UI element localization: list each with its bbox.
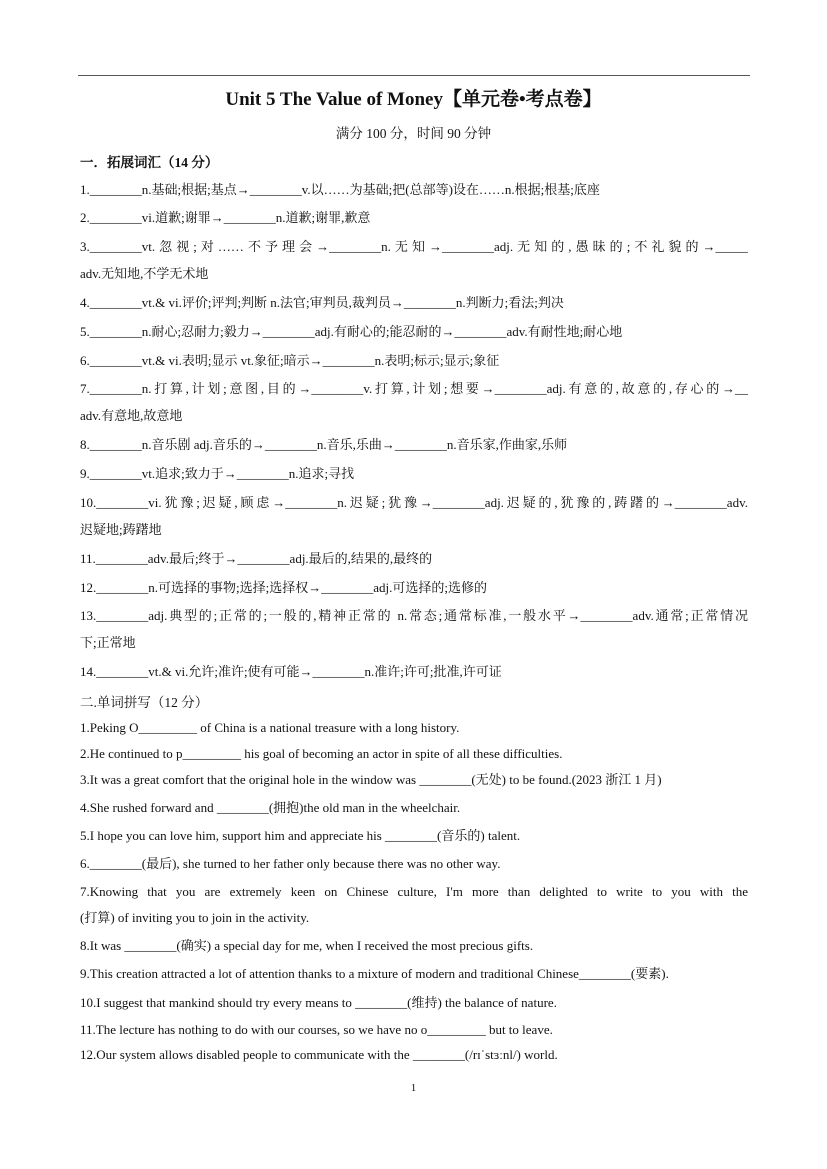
section-2-heading: 二.单词拼写（12 分） — [80, 695, 209, 710]
section-1-heading: 一．拓展词汇（14 分） — [80, 155, 219, 170]
page-title: Unit 5 The Value of Money【单元卷•考点卷】 — [225, 89, 602, 110]
vocab-line: 下;正常地 — [80, 635, 136, 650]
vocab-line: 3.________vt.忽视;对……不予理会→________n.无知→________adj.无知的,愚昧的;不礼貌的→_____ — [80, 239, 748, 254]
page-number: 1 — [410, 1082, 417, 1094]
spelling-line: 6.________(最后), she turned to her father only because there was no other way. — [80, 856, 501, 871]
spelling-line: 4.She rushed forward and ________(拥抱)the old man in the wheelchair. — [80, 800, 461, 815]
vocab-line: adv.无知地,不学无术地 — [80, 266, 209, 281]
header-rule — [78, 75, 750, 76]
spelling-line: (打算) of inviting you to join in the activity. — [80, 910, 310, 925]
spelling-line: 3.It was a great comfort that the original hole in the window was ________(无处) to be found.(2023 浙江 1 月) — [80, 772, 662, 787]
spelling-line: 10.I suggest that mankind should try every means to ________(维持) the balance of nature. — [80, 995, 557, 1010]
spelling-line: 9.This creation attracted a lot of attention thanks to a mixture of modern and traditional Chinese________(要素). — [80, 966, 669, 981]
vocab-line: 12.________n.可选择的事物;选择;选择权→________adj.可选择的;选修的 — [80, 580, 487, 595]
vocab-line: 5.________n.耐心;忍耐力;毅力→________adj.有耐心的;能忍耐的→________adv.有耐性地;耐心地 — [80, 324, 623, 339]
spelling-line: 7.Knowing that you are extremely keen on Chinese culture, I'm more than delighted to write to you with the — [80, 884, 748, 899]
spelling-line: 11.The lecture has nothing to do with our courses, so we have no o_________ but to leave. — [80, 1022, 553, 1037]
page-subtitle: 满分 100 分，时间 90 分钟 — [335, 126, 492, 141]
spelling-line: 12.Our system allows disabled people to communicate with the ________(/rɪˈstɜːnl/) world. — [80, 1047, 558, 1062]
spelling-line: 5.I hope you can love him, support him and appreciate his ________(音乐的) talent. — [80, 828, 521, 843]
vocab-line: 迟疑地;踌躇地 — [80, 522, 162, 537]
vocab-line: adv.有意地,故意地 — [80, 408, 183, 423]
vocab-line: 2.________vi.道歉;谢罪→________n.道歉;谢罪,歉意 — [80, 210, 371, 225]
vocab-line: 1.________n.基础;根据;基点→________v.以……为基础;把(总部等)设在……n.根据;根基;底座 — [80, 182, 600, 197]
vocab-line: 4.________vt.& vi.评价;评判;判断 n.法官;审判员,裁判员→________n.判断力;看法;判决 — [80, 295, 564, 310]
vocab-line: 14.________vt.& vi.允许;准许;使有可能→________n.准许;许可;批准,许可证 — [80, 664, 502, 679]
spelling-line: 2.He continued to p_________ his goal of becoming an actor in spite of all these difficulties. — [80, 746, 563, 761]
vocab-line: 8.________n.音乐剧 adj.音乐的→________n.音乐,乐曲→________n.音乐家,作曲家,乐师 — [80, 437, 568, 452]
vocab-line: 9.________vt.追求;致力于→________n.追求;寻找 — [80, 466, 355, 481]
vocab-line: 10.________vi.犹豫;迟疑,顾虑→________n.迟疑;犹豫→________adj.迟疑的,犹豫的,踌躇的→________adv. — [80, 495, 748, 510]
vocab-line: 11.________adv.最后;终于→________adj.最后的,结果的,最终的 — [80, 551, 433, 566]
spelling-line: 8.It was ________(确实) a special day for me, when I received the most precious gifts. — [80, 938, 534, 953]
spelling-line: 1.Peking O_________ of China is a national treasure with a long history. — [80, 720, 460, 735]
vocab-line: 6.________vt.& vi.表明;显示 vt.象征;暗示→________n.表明;标示;显示;象征 — [80, 353, 500, 368]
vocab-line: 7.________n.打算,计划;意图,目的→________v.打算,计划;想要→________adj.有意的,故意的,存心的→__ — [80, 381, 748, 396]
vocab-line: 13.________adj.典型的;正常的;一般的,精神正常的 n.常态;通常标准,一般水平→________adv.通常;正常情况 — [80, 608, 748, 623]
